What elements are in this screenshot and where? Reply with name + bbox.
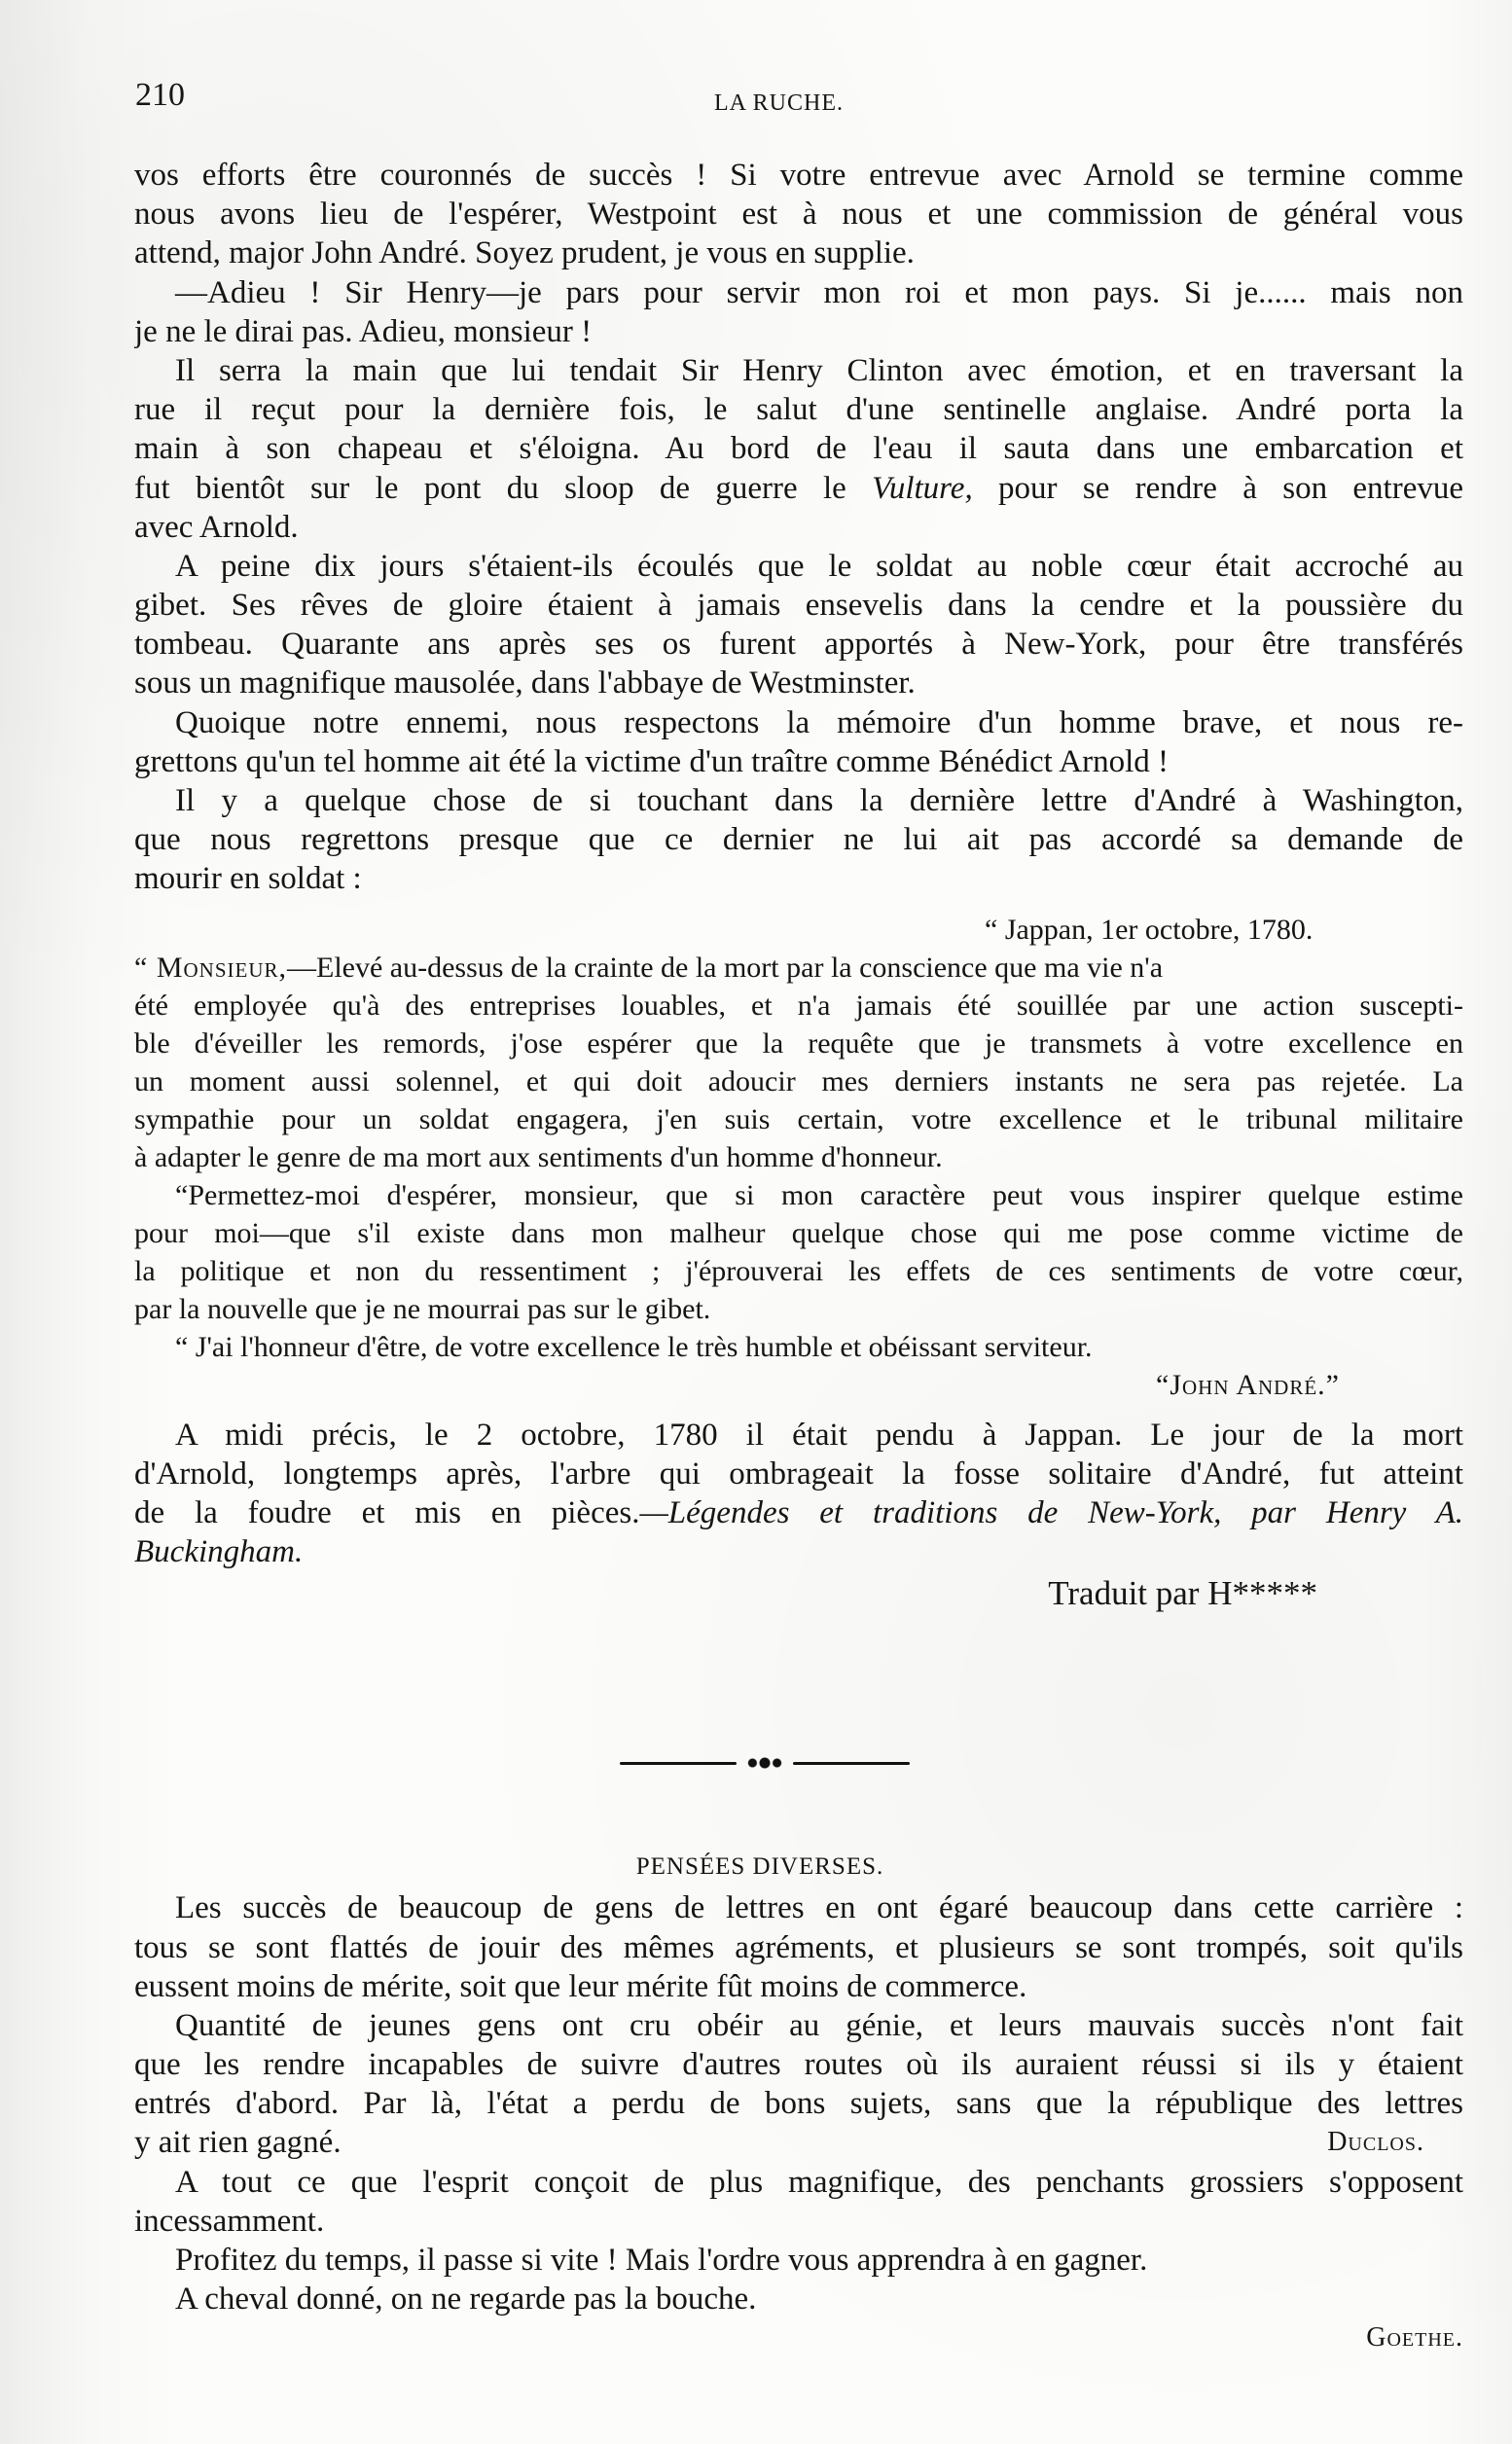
source-citation: —Légendes et traditions de New-York, par Henry A. xyxy=(639,1494,1463,1530)
letter-line-3: ble d'éveiller les remords, j'ose espérer que la requête que je transmets à votre excellence en xyxy=(134,1026,1463,1060)
letter-line-1-text: —Elevé au-dessus de la crainte de la mort par la conscience que ma vie n'a xyxy=(287,951,1164,984)
letter-line-9: la politique et non du ressentiment ; j'éprouverai les effets de ces sentiments de votre cœur, xyxy=(134,1254,1463,1287)
story-line-1: vos efforts être couronnés de succès ! Si votre entrevue avec Arnold se termine comme xyxy=(134,158,1463,193)
story-line-8: main à son chapeau et s'éloigna. Au bord de l'eau il sauta dans une embarcation et xyxy=(134,431,1463,467)
story-line-18: que nous regrettons presque que ce dernier ne lui ait pas accordé sa demande de xyxy=(134,822,1463,858)
thought-line-9: incessamment. xyxy=(134,2203,325,2239)
letter-block xyxy=(134,911,1463,1404)
story-line-7: rue il reçut pour la dernière fois, le salut d'une sentinelle anglaise. André porta la xyxy=(134,392,1463,428)
story-line-5: je ne le dirai pas. Adieu, monsieur ! xyxy=(134,313,593,349)
story-line-10: avec Arnold. xyxy=(134,509,299,545)
aftermath-line-3-text: de la foudre et mis en pièces. xyxy=(134,1494,640,1530)
story-line-3: attend, major John André. Soyez prudent, je vous en supplie. xyxy=(134,235,915,271)
aftermath-line-2: d'Arnold, longtemps après, l'arbre qui ombrageait la fosse solitaire d'André, fut atteint xyxy=(134,1456,1463,1492)
author-goethe: Goethe. xyxy=(1366,2322,1463,2354)
story-line-17: Il y a quelque chose de si touchant dans la dernière lettre d'André à Washington, xyxy=(175,783,1463,818)
letter-date: “ Jappan, 1er octobre, 1780. xyxy=(985,913,1314,946)
section-title: PENSÉES DIVERSES. xyxy=(635,1853,884,1881)
page-content xyxy=(134,156,1463,2358)
letter-line-11: “ J'ai l'honneur d'être, de votre excellence le très humble et obéissant serviteur. xyxy=(175,1330,1093,1363)
letter-line-5: sympathie pour un soldat engagera, j'en suis certain, votre excellence et le tribunal militaire xyxy=(134,1102,1463,1135)
story-line-15: Quoique notre ennemi, nous respectons la mémoire d'un homme brave, et nous re- xyxy=(175,704,1463,740)
story-line-9 xyxy=(134,469,1463,508)
thought-line-7-text: y ait rien gagné. xyxy=(134,2125,342,2161)
author-duclos: Duclos. xyxy=(1327,2127,1424,2158)
aftermath-line-3 xyxy=(134,1493,1463,1532)
story-block xyxy=(134,156,1463,899)
story-line-19: mourir en soldat : xyxy=(134,861,362,897)
aftermath-line-1: A midi précis, le 2 octobre, 1780 il était pendu à Jappan. Le jour de la mort xyxy=(175,1417,1463,1453)
aftermath-block xyxy=(134,1416,1463,1617)
source-citation-2: Buckingham. xyxy=(134,1534,304,1570)
story-line-14: sous un magnifique mausolée, dans l'abbaye de Westminster. xyxy=(134,665,916,701)
thought-line-6: entrés d'abord. Par là, l'état a perdu de bons sujets, sans que la république des lettres xyxy=(134,2086,1463,2122)
thought-line-5: que les rendre incapables de suivre d'autres routes où ils auraient réussi si ils y étaient xyxy=(134,2047,1463,2083)
thought-line-3: eussent moins de mérite, soit que leur mérite fût moins de commerce. xyxy=(134,1968,1027,2004)
thoughts-block xyxy=(134,1888,1463,2357)
thought-line-11: A cheval donné, on ne regarde pas la bouche. xyxy=(175,2282,757,2318)
story-line-13: tombeau. Quarante ans après ses os furent apportés à New-York, pour être transférés xyxy=(134,627,1463,663)
thought-line-7 xyxy=(134,2123,1463,2162)
letter-salutation: “ Monsieur, xyxy=(134,951,287,984)
story-line-16: grettons qu'un tel homme ait été la victime d'un traître comme Bénédict Arnold ! xyxy=(134,743,1170,779)
letter-line-6: à adapter le genre de ma mort aux sentiments d'un homme d'honneur. xyxy=(134,1140,943,1173)
story-line-4: —Adieu ! Sir Henry—je pars pour servir mon roi et mon pays. Si je...... mais non xyxy=(175,274,1463,310)
thought-line-4: Quantité de jeunes gens ont cru obéir au génie, et leurs mauvais succès n'ont fait xyxy=(175,2007,1463,2043)
ornament-rule-icon xyxy=(620,1757,910,1769)
ship-name: Vulture, xyxy=(872,470,973,506)
section-ornament xyxy=(134,1739,1463,1787)
thought-line-1: Les succès de beaucoup de gens de lettres en ont égaré beaucoup dans cette carrière : xyxy=(175,1890,1463,1926)
letter-line-8: pour moi—que s'il existe dans mon malheur quelque chose qui me pose comme victime de xyxy=(134,1216,1463,1249)
translator-signature: Traduit par H***** xyxy=(1048,1574,1317,1613)
thought-line-8: A tout ce que l'esprit conçoit de plus magnifique, des penchants grossiers s'opposent xyxy=(175,2164,1463,2200)
thought-line-10: Profitez du temps, il passe si vite ! Mais l'ordre vous apprendra à en gagner. xyxy=(175,2243,1148,2278)
running-head: LA RUCHE. xyxy=(714,90,845,116)
thought-line-2: tous se sont flattés de jouir des mêmes agréments, et plusieurs se sont trompés, soit qu'ils xyxy=(134,1929,1463,1965)
story-line-11: A peine dix jours s'étaient-ils écoulés que le soldat au noble cœur était accroché au xyxy=(175,548,1463,584)
story-line-6: Il serra la main que lui tendait Sir Henry Clinton avec émotion, et en traversant la xyxy=(175,352,1463,388)
letter-line-7: “Permettez-moi d'espérer, monsieur, que si mon caractère peut vous inspirer quelque estime xyxy=(175,1178,1463,1211)
story-line-2: nous avons lieu de l'espérer, Westpoint est à nous et une commission de général vous xyxy=(134,197,1463,233)
letter-signature: “John André.” xyxy=(1156,1368,1340,1401)
page-number: 210 xyxy=(135,77,185,113)
story-line-12: gibet. Ses rêves de gloire étaient à jamais ensevelis dans la cendre et la poussière du xyxy=(134,588,1463,624)
story-line-9-text: fut bientôt sur le pont du sloop de guerre le xyxy=(134,470,846,506)
letter-line-4: un moment aussi solennel, et qui doit adoucir mes derniers instants ne sera pas rejetée. La xyxy=(134,1064,1463,1097)
letter-line-10: par la nouvelle que je ne mourrai pas sur le gibet. xyxy=(134,1292,711,1325)
letter-line-2: été employée qu'à des entreprises louables, et n'a jamais été souillée par une action suscepti- xyxy=(134,988,1463,1022)
letter-line-1 xyxy=(134,949,1463,987)
story-line-9-ending: pour se rendre à son entrevue xyxy=(998,470,1463,506)
